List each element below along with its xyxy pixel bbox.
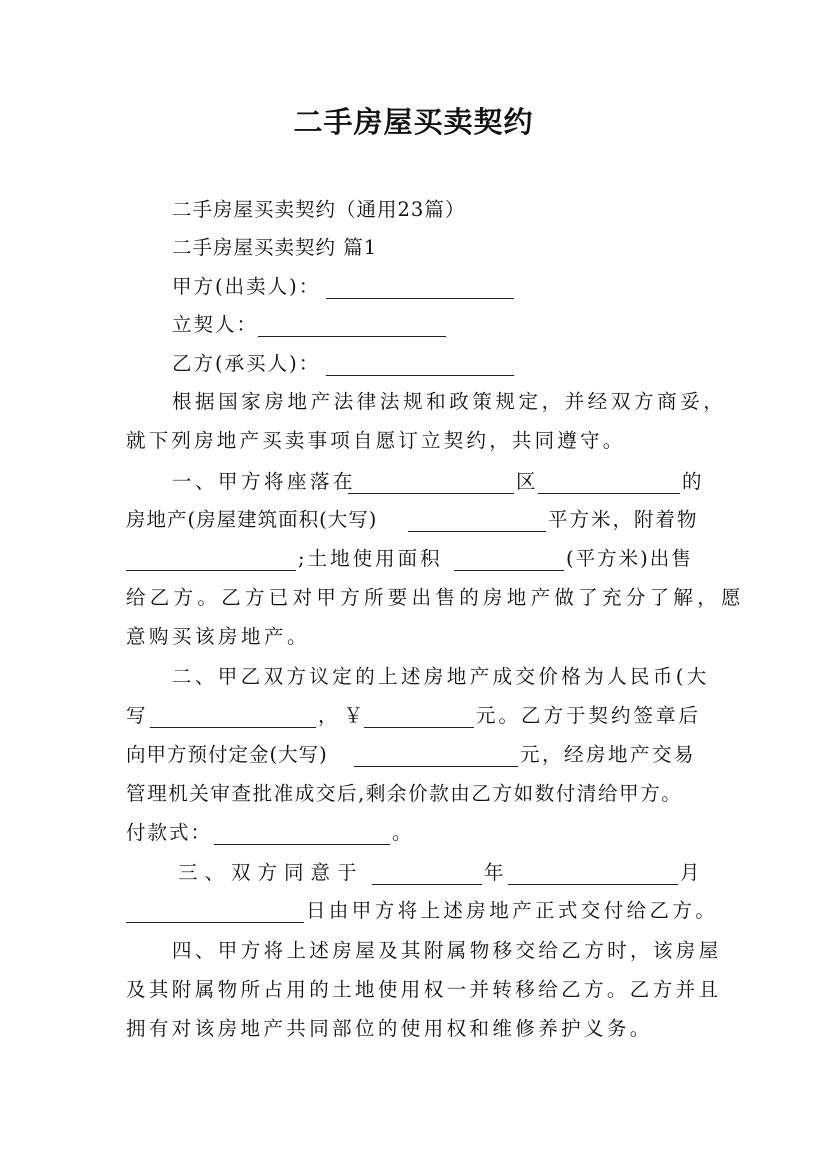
attachment-blank: [126, 548, 296, 571]
clause-4-line-3: [0, 1011, 827, 1047]
preamble-text-1: 根据国家房地产法律法规和政策规定，并经双方商妥，: [172, 390, 727, 413]
clause-2-line-5: [0, 815, 827, 851]
document-title: 二手房屋买卖契约: [293, 105, 534, 139]
party-b-line: [0, 346, 827, 382]
clause-1-line-1: [0, 464, 827, 500]
day-blank: [126, 900, 304, 923]
clause-4-text-a: 四、甲方将上述房屋及其附属物移交给乙方时，该房屋: [172, 939, 722, 962]
preamble-text-2: 就下列房地产买卖事项自愿订立契约，共同遵守。: [126, 429, 626, 452]
clause-1-line-2: [0, 502, 827, 538]
month-blank: [508, 862, 678, 885]
section-heading: 二手房屋买卖契约 篇1: [172, 236, 378, 259]
clause-4-line-2: [0, 972, 827, 1008]
party-a-line: [0, 269, 827, 305]
clause-1-text-c: 的: [682, 470, 702, 493]
clause-1-text-f: ;土地使用面积: [298, 547, 443, 570]
clause-3-text-b: 年: [484, 861, 504, 884]
party-b-label: 乙方(承买人)：: [172, 352, 321, 375]
price-number-blank: [364, 705, 474, 728]
clause-3-text-c: 月: [680, 861, 700, 884]
clause-1-text-d: 房地产(房屋建筑面积(大写): [126, 508, 378, 531]
preamble-line-2: [0, 423, 827, 459]
section-heading-line: [0, 230, 827, 266]
witness-line: [0, 307, 827, 343]
price-words-blank: [150, 705, 316, 728]
clause-2-text-a: 二、甲乙双方议定的上述房地产成交价格为人民币(大: [172, 665, 710, 688]
clause-2-line-2: [0, 698, 827, 734]
clause-3-line-2: [0, 893, 827, 929]
clause-2-line-3: [0, 737, 827, 773]
clause-4-text-c: 拥有对该房地产共同部位的使用权和维修养护义务。: [126, 1017, 653, 1040]
location-blank: [348, 471, 514, 494]
clause-3-text-d: 日由甲方将上述房地产正式交付给乙方。: [306, 899, 719, 922]
building-area-blank: [408, 509, 546, 532]
clause-3-text-a: 三、双方同意于: [178, 861, 364, 884]
clause-2-text-e: 向甲方预付定金(大写): [126, 743, 328, 766]
clause-1-line-5: [0, 619, 827, 655]
subtitle-line: [0, 192, 827, 228]
clause-1-text-h: 给乙方。乙方已对甲方所要出售的房地产做了充分了解，愿: [126, 586, 745, 609]
deposit-blank: [354, 744, 518, 767]
clause-2-line-4: [0, 776, 827, 812]
witness-blank: [258, 314, 446, 337]
clause-1-text-a: 一、甲方将座落在: [172, 470, 357, 493]
year-blank: [372, 862, 482, 885]
land-area-blank: [454, 548, 564, 571]
preamble-line-1: [0, 384, 827, 420]
clause-2-text-i: 。: [392, 821, 412, 844]
clause-1-line-3: [0, 541, 827, 577]
clause-2-text-d: 元。乙方于契约签章后: [476, 704, 702, 727]
clause-2-text-f: 元，经房地产交易: [520, 743, 697, 766]
payment-method-blank: [214, 822, 390, 845]
clause-2-text-g: 管理机关审查批准成交后,剩余价款由乙方如数付清给甲方。: [126, 782, 683, 805]
witness-label: 立契人：: [172, 313, 259, 336]
clause-2-text-c: ，￥: [318, 704, 370, 727]
clause-1-text-i: 意购买该房地产。: [126, 625, 311, 648]
clause-1-text-e: 平方米，附着物: [548, 508, 699, 531]
party-a-label: 甲方(出卖人)：: [172, 275, 321, 298]
clause-1-line-4: [0, 580, 827, 616]
clause-4-line-1: [0, 933, 827, 969]
clause-2-text-b: 写: [126, 704, 146, 727]
clause-1-text-b: 区: [516, 470, 536, 493]
subtitle: 二手房屋买卖契约（通用23篇）: [172, 198, 466, 221]
clause-2-line-1: [0, 659, 827, 695]
party-a-blank: [326, 276, 514, 299]
district-blank: [538, 471, 680, 494]
clause-2-text-h: 付款式：: [126, 821, 213, 844]
clause-3-line-1: [0, 855, 827, 891]
clause-4-text-b: 及其附属物所占用的土地使用权一并转移给乙方。乙方并且: [126, 978, 722, 1001]
party-b-blank: [326, 353, 514, 376]
clause-1-text-g: (平方米)出售: [566, 547, 693, 570]
